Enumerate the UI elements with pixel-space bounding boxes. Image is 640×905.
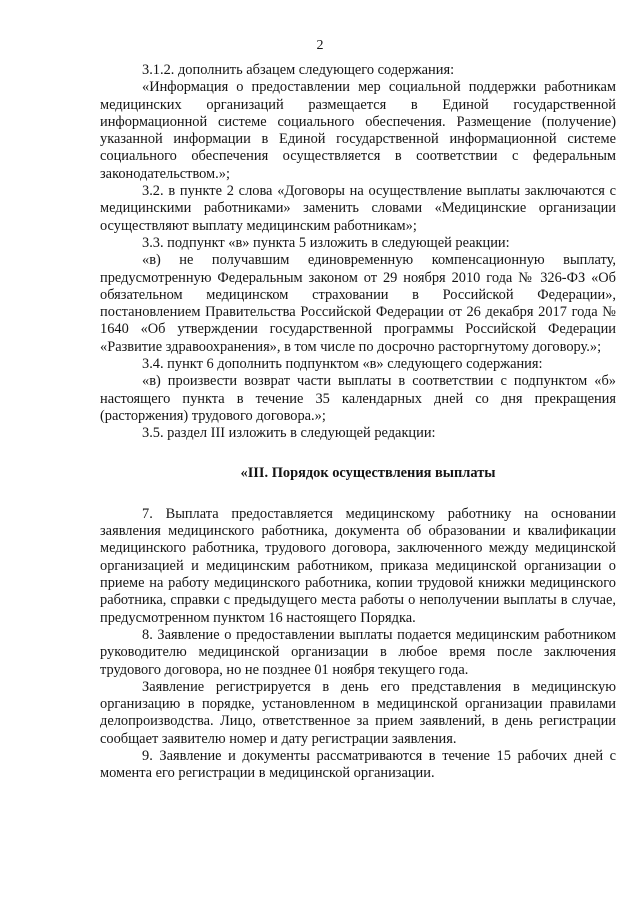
paragraph-3-5: 3.5. раздел III изложить в следующей редакции: [142,425,436,442]
paragraph-quote-information: «Информация о предоставлении мер социальной поддержки работникам медицинских организаций размещается в Единой государственной информационной системе социального обеспечения. Размещение (получение) указанной информации в Единой государственной информационной системе социального обеспечения осуществляется в соответствии с федеральным законодательством.»; [100,79,616,182]
paragraph-3-1-2: 3.1.2. дополнить абзацем следующего содержания: [142,62,455,78]
section-heading: «III. Порядок осуществления выплаты [240,464,496,481]
paragraph-7: 7. Выплата предоставляется медицинскому работнику на основании заявления медицинского работника, документа об образовании и квалификации медицинского работника, трудового договора, заключенного между медицинской организацией и медицинским работником, приказа медицинской организации о приеме на работу медицинского работника, копии трудовой книжки медицинского работника, справки с предыдущего места работы о неполучении выплаты в случае, предусмотренном пунктом 16 настоящего Порядка. [100,505,616,626]
paragraph-quote-refund: «в) произвести возврат части выплаты в соответствии с подпунктом «б» настоящего пункта в течение 35 календарных дней со дня прекращения (расторжения) трудового договора.»; [100,373,616,424]
paragraph-3-3: 3.3. подпункт «в» пункта 5 изложить в следующей реакции: [142,234,510,251]
paragraph-8: 8. Заявление о предоставлении выплаты подается медицинским работником руководителю медицинской организации в любое время после заключения трудового договора, но не позднее 01 ноября текущего года. [100,626,616,678]
paragraph-registration: Заявление регистрируется в день его представления в медицинскую организацию в порядке, установленном в медицинской организации правилами делопроизводства. Лицо, ответственное за прием заявлений, в день регистрации сообщает заявителю номер и дату регистрации заявления. [100,678,616,747]
document-body [100,62,616,783]
paragraph-quote-subitem-v: «в) не получавшим единовременную компенсационную выплату, предусмотренную Федеральным законом от 29 ноября 2010 года № 326-ФЗ «Об обязательном медицинском страховании в Российской Федерации», постановлением Правительства Российской Федерации от 26 декабря 2017 года № 1640 «Об утверждении государственной программы Российской Федерации «Развитие здравоохранения», в том числе по досрочно расторгнутому договору.»; [100,252,616,355]
paragraph-3-2: 3.2. в пункте 2 слова «Договоры на осуществление выплаты заключаются с медицинскими работниками» заменить словами «Медицинские организации осуществляют выплату медицинским работникам»; [100,183,616,234]
paragraph-3-4: 3.4. пункт 6 дополнить подпунктом «в» следующего содержания: [142,356,543,373]
page-number: 2 [316,38,324,53]
paragraph-9: 9. Заявление и документы рассматриваются в течение 15 рабочих дней с момента его регистрации в медицинской организации. [100,747,616,782]
